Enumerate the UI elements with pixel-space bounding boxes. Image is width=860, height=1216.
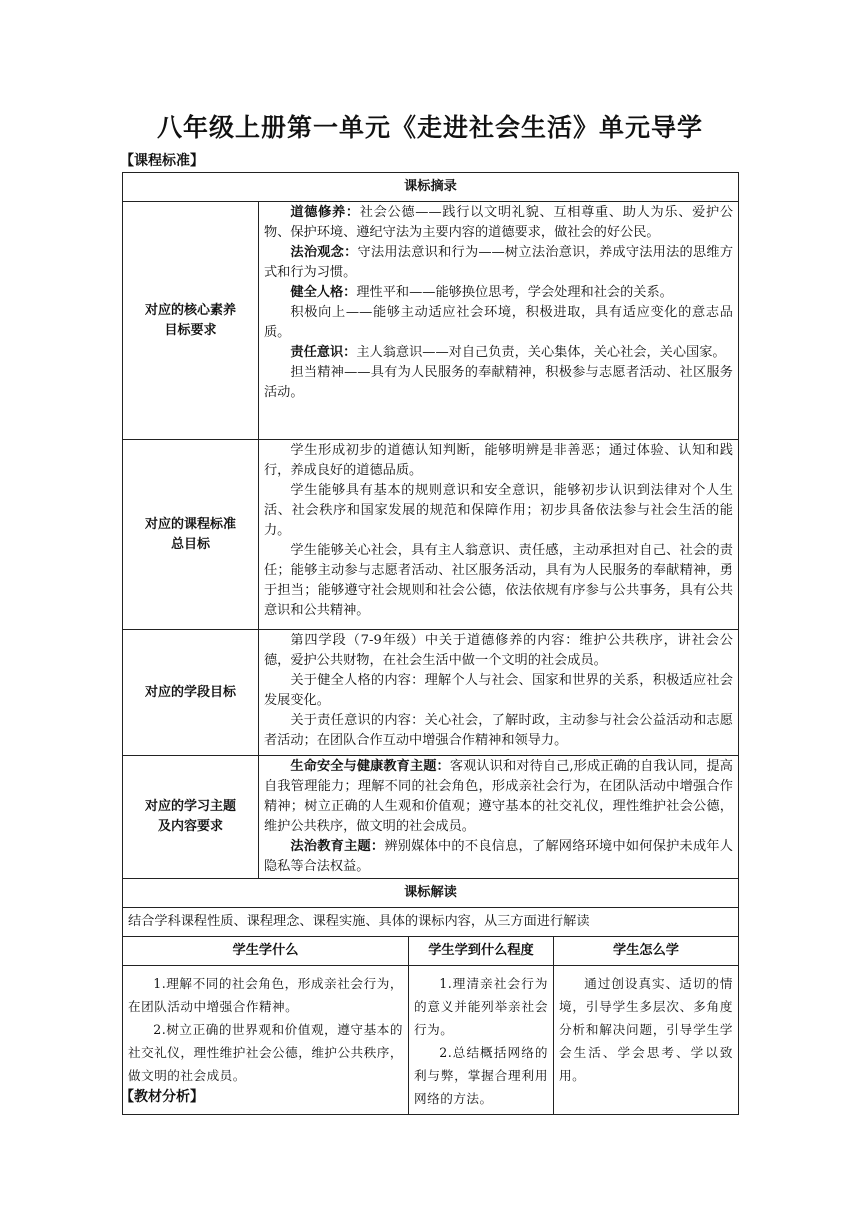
paragraph: 健全人格：理性平和——能够换位思考，学会处理和社会的关系。 xyxy=(290,285,673,300)
excerpt-header: 课标摘录 xyxy=(123,173,739,202)
paragraph: 通过创设真实、适切的情境，引导学生多层次、多角度分析和解决问题，引导学生学会生活、学会思考、学以致用。 xyxy=(559,976,733,1083)
interpretation-header: 课标解读 xyxy=(123,879,739,908)
paragraph: 1.理清亲社会行为的意义并能列举亲社会行为。 xyxy=(414,976,548,1037)
paragraph: 学生能够关心社会，具有主人翁意识、责任感，主动承担对自己、社会的责任；能够主动参与志愿者活动、社区服务活动，具有为人民服务的奉献精神，勇于担当；能够遵守社会规则和社会公德，依法依规有序参与公共事务，具有公共意识和公共精神。 xyxy=(264,543,733,618)
paragraph: 生命安全与健康教育主题：客观认识和对待自己,形成正确的自我认同，提高自我管理能力；理解不同的社会角色，形成亲社会行为，在团队活动中增强合作精神；树立正确的人生观和价值观；遵守基本的社交礼仪，理性维护社会公德，维护公共秩序，做文明的社会成员。 xyxy=(264,759,733,834)
row-content-stage-goal xyxy=(259,630,739,756)
row-label-learning-theme: 对应的学习主题 及内容要求 xyxy=(123,756,259,879)
row-content-curriculum-goal xyxy=(259,440,739,630)
paragraph: 2.总结概括网络的利与弊，掌握合理利用网络的方法。 xyxy=(414,1045,548,1106)
column-header-degree: 学生学到什么程度 xyxy=(409,937,554,966)
column-content-degree xyxy=(409,966,554,1115)
row-label-stage-goal: 对应的学段目标 xyxy=(123,630,259,756)
section-label-course-standard: 【课程标准】 xyxy=(120,153,204,169)
paragraph: 积极向上——能够主动适应社会环境，积极进取，具有适应变化的意志品质。 xyxy=(264,305,733,340)
page-title: 八年级上册第一单元《走进社会生活》单元导学 xyxy=(156,113,703,142)
paragraph: 关于责任意识的内容：关心社会，了解时政，主动参与社会公益活动和志愿者活动；在团队合作互动中增强合作精神和领导力。 xyxy=(264,713,733,748)
column-header-what: 学生学什么 xyxy=(123,937,409,966)
row-content-core-literacy xyxy=(259,202,739,440)
paragraph: 担当精神——具有为人民服务的奉献精神，积极参与志愿者活动、社区服务活动。 xyxy=(264,365,733,400)
curriculum-standard-table xyxy=(122,172,739,1115)
paragraph: 1.理解不同的社会角色，形成亲社会行为，在团队活动中增强合作精神。 xyxy=(128,976,403,1014)
paragraph: 法治教育主题：辨别媒体中的不良信息，了解网络环境中如何保护未成年人隐私等合法权益。 xyxy=(264,839,733,874)
paragraph: 责任意识：主人翁意识——对自己负责，关心集体，关心社会，关心国家。 xyxy=(290,345,726,360)
column-header-how: 学生怎么学 xyxy=(554,937,739,966)
paragraph: 道德修养：社会公德——践行以文明礼貌、互相尊重、助人为乐、爱护公物、保护环境、遵纪守法为主要内容的道德要求，做社会的好公民。 xyxy=(264,205,734,240)
row-content-learning-theme xyxy=(259,756,739,879)
paragraph: 学生形成初步的道德认知判断，能够明辨是非善恶；通过体验、认知和践行，养成良好的道德品质。 xyxy=(264,443,733,478)
paragraph: 法治观念：守法用法意识和行为——树立法治意识，养成守法用法的思维方式和行为习惯。 xyxy=(264,245,734,280)
row-label-curriculum-goal: 对应的课程标准 总目标 xyxy=(123,440,259,630)
paragraph: 关于健全人格的内容：理解个人与社会、国家和世界的关系，积极适应社会发展变化。 xyxy=(264,673,733,708)
paragraph: 2.树立正确的世界观和价值观，遵守基本的社交礼仪，理性维护社会公德，维护公共秩序，做文明的社会成员。 xyxy=(128,1022,403,1083)
paragraph: 第四学段（7-9年级）中关于道德修养的内容：维护公共秩序，讲社会公德，爱护公共财物，在社会生活中做一个文明的社会成员。 xyxy=(264,633,733,668)
column-content-how xyxy=(554,966,739,1115)
paragraph: 学生能够具有基本的规则意识和安全意识，能够初步认识到法律对个人生活、社会秩序和国家发展的规范和保障作用；初步具备依法参与社会生活的能力。 xyxy=(264,483,733,538)
section-label-textbook-analysis: 【教材分析】 xyxy=(120,1089,204,1105)
row-label-core-literacy: 对应的核心素养 目标要求 xyxy=(123,202,259,440)
interpretation-text: 结合学科课程性质、课程理念、课程实施、具体的课标内容，从三方面进行解读 xyxy=(123,908,739,937)
